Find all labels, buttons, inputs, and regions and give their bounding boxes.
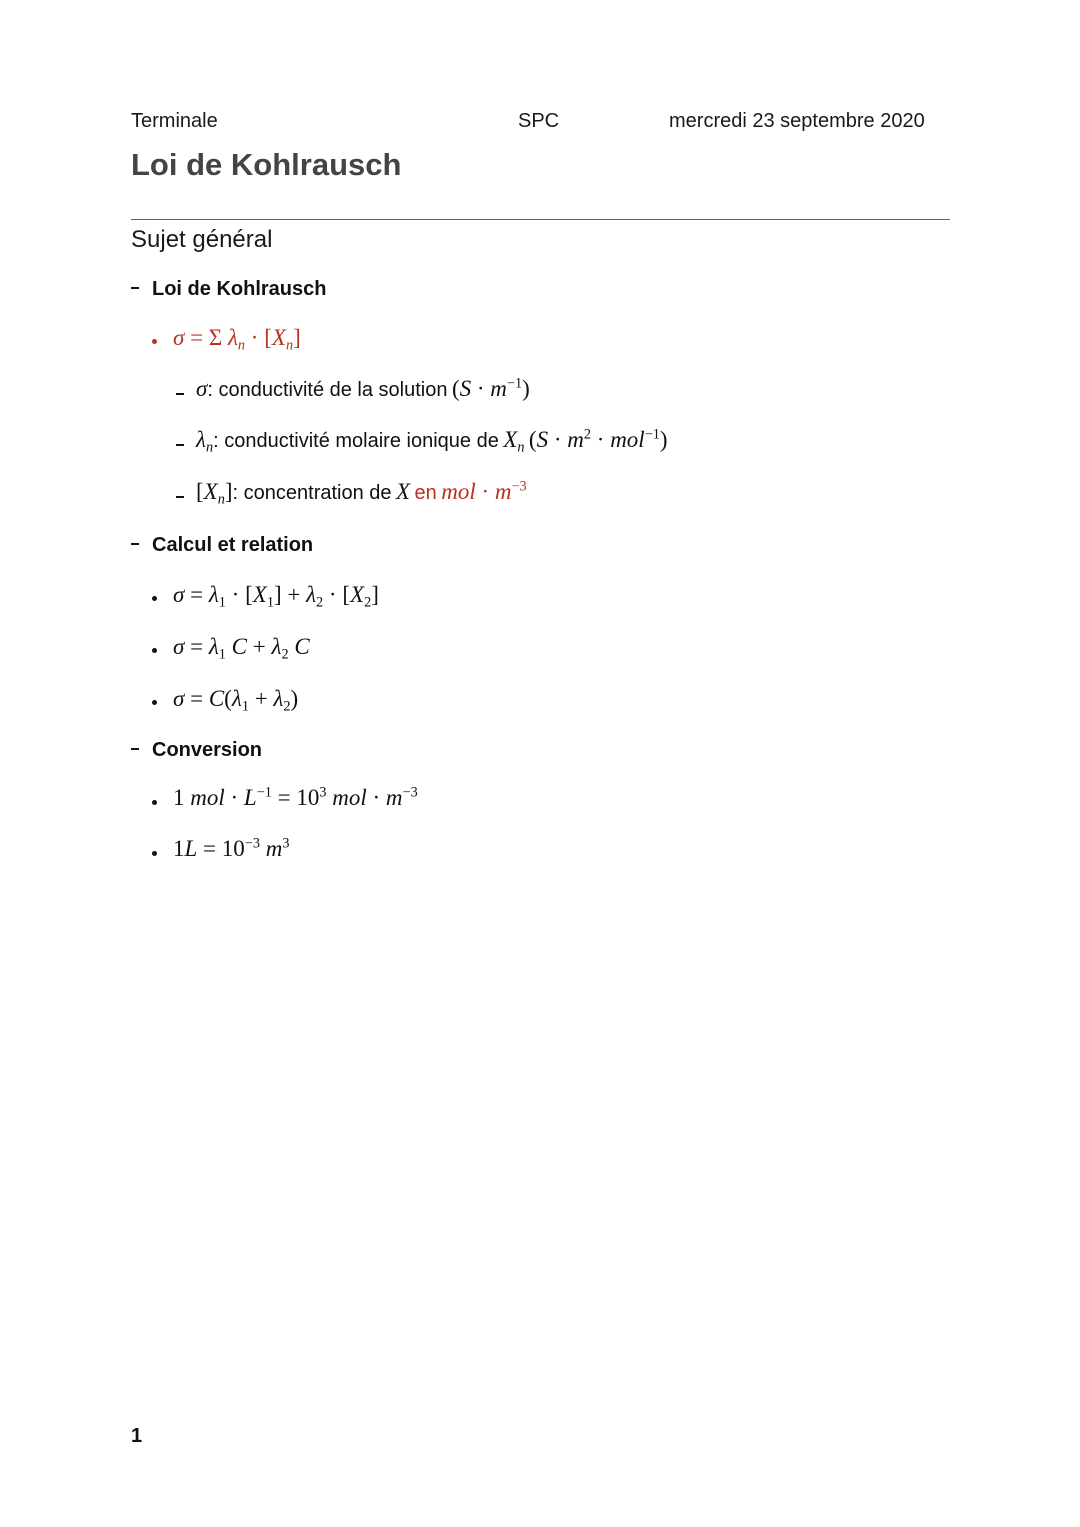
bullet-marker — [152, 596, 157, 601]
formula-factored-form: $\sigma = C(\lambda_1 + \lambda_2)$ — [173, 686, 299, 715]
formula-kohlrausch-law: σ = Σ $\lambda_n \cdot [X_n]$ — [173, 325, 301, 354]
section-heading-calcul: Calcul et relation — [152, 534, 314, 556]
formula-sum-two-ions: $\sigma = \lambda_1 \cdot [X_1] + \lambda_2 \cdot [X_2]$ — [173, 582, 379, 611]
subitem-dash-marker — [176, 496, 184, 498]
bullet-marker — [152, 339, 157, 344]
section-heading-conversion: Conversion — [152, 739, 263, 761]
title-divider — [131, 219, 950, 220]
formula-litre-conversion: $1L = 10^{-3}$ $m^3$ — [173, 835, 290, 861]
bullet-marker — [152, 648, 157, 653]
subitem-dash-marker — [176, 393, 184, 395]
subitem-concentration-definition: $[X_n]$: concentration de X en mol · $m^{-3}$ — [196, 478, 527, 508]
bullet-marker — [152, 700, 157, 705]
page-title: Loi de Kohlrausch — [131, 147, 402, 182]
section-dash-marker — [131, 543, 139, 545]
formula-concentration-form: $\sigma = \lambda_1$ $C + \lambda_2$ C — [173, 634, 310, 663]
header-course: Terminale — [131, 110, 218, 132]
page-subtitle: Sujet général — [131, 226, 273, 253]
subitem-dash-marker — [176, 444, 184, 446]
bullet-marker — [152, 800, 157, 805]
bullet-marker — [152, 851, 157, 856]
header-subject: SPC — [518, 110, 560, 132]
formula-mol-per-litre-conversion: 1 mol · $L^{-1} = 10^3$ mol · $m^{-3}$ — [173, 784, 418, 810]
page-number: 1 — [131, 1425, 143, 1447]
section-dash-marker — [131, 748, 139, 750]
subitem-sigma-definition: σ: conductivité de la solution $(S \cdot m^{-1})$ — [196, 375, 530, 401]
section-dash-marker — [131, 287, 139, 289]
section-heading-kohlrausch: Loi de Kohlrausch — [152, 278, 327, 300]
header-date: mercredi 23 septembre 2020 — [669, 110, 925, 132]
subitem-lambda-definition: $\lambda_n$: conductivité molaire ionique de $X_n$ $(S \cdot m^2 \cdot mol^{-1})$ — [196, 426, 668, 456]
